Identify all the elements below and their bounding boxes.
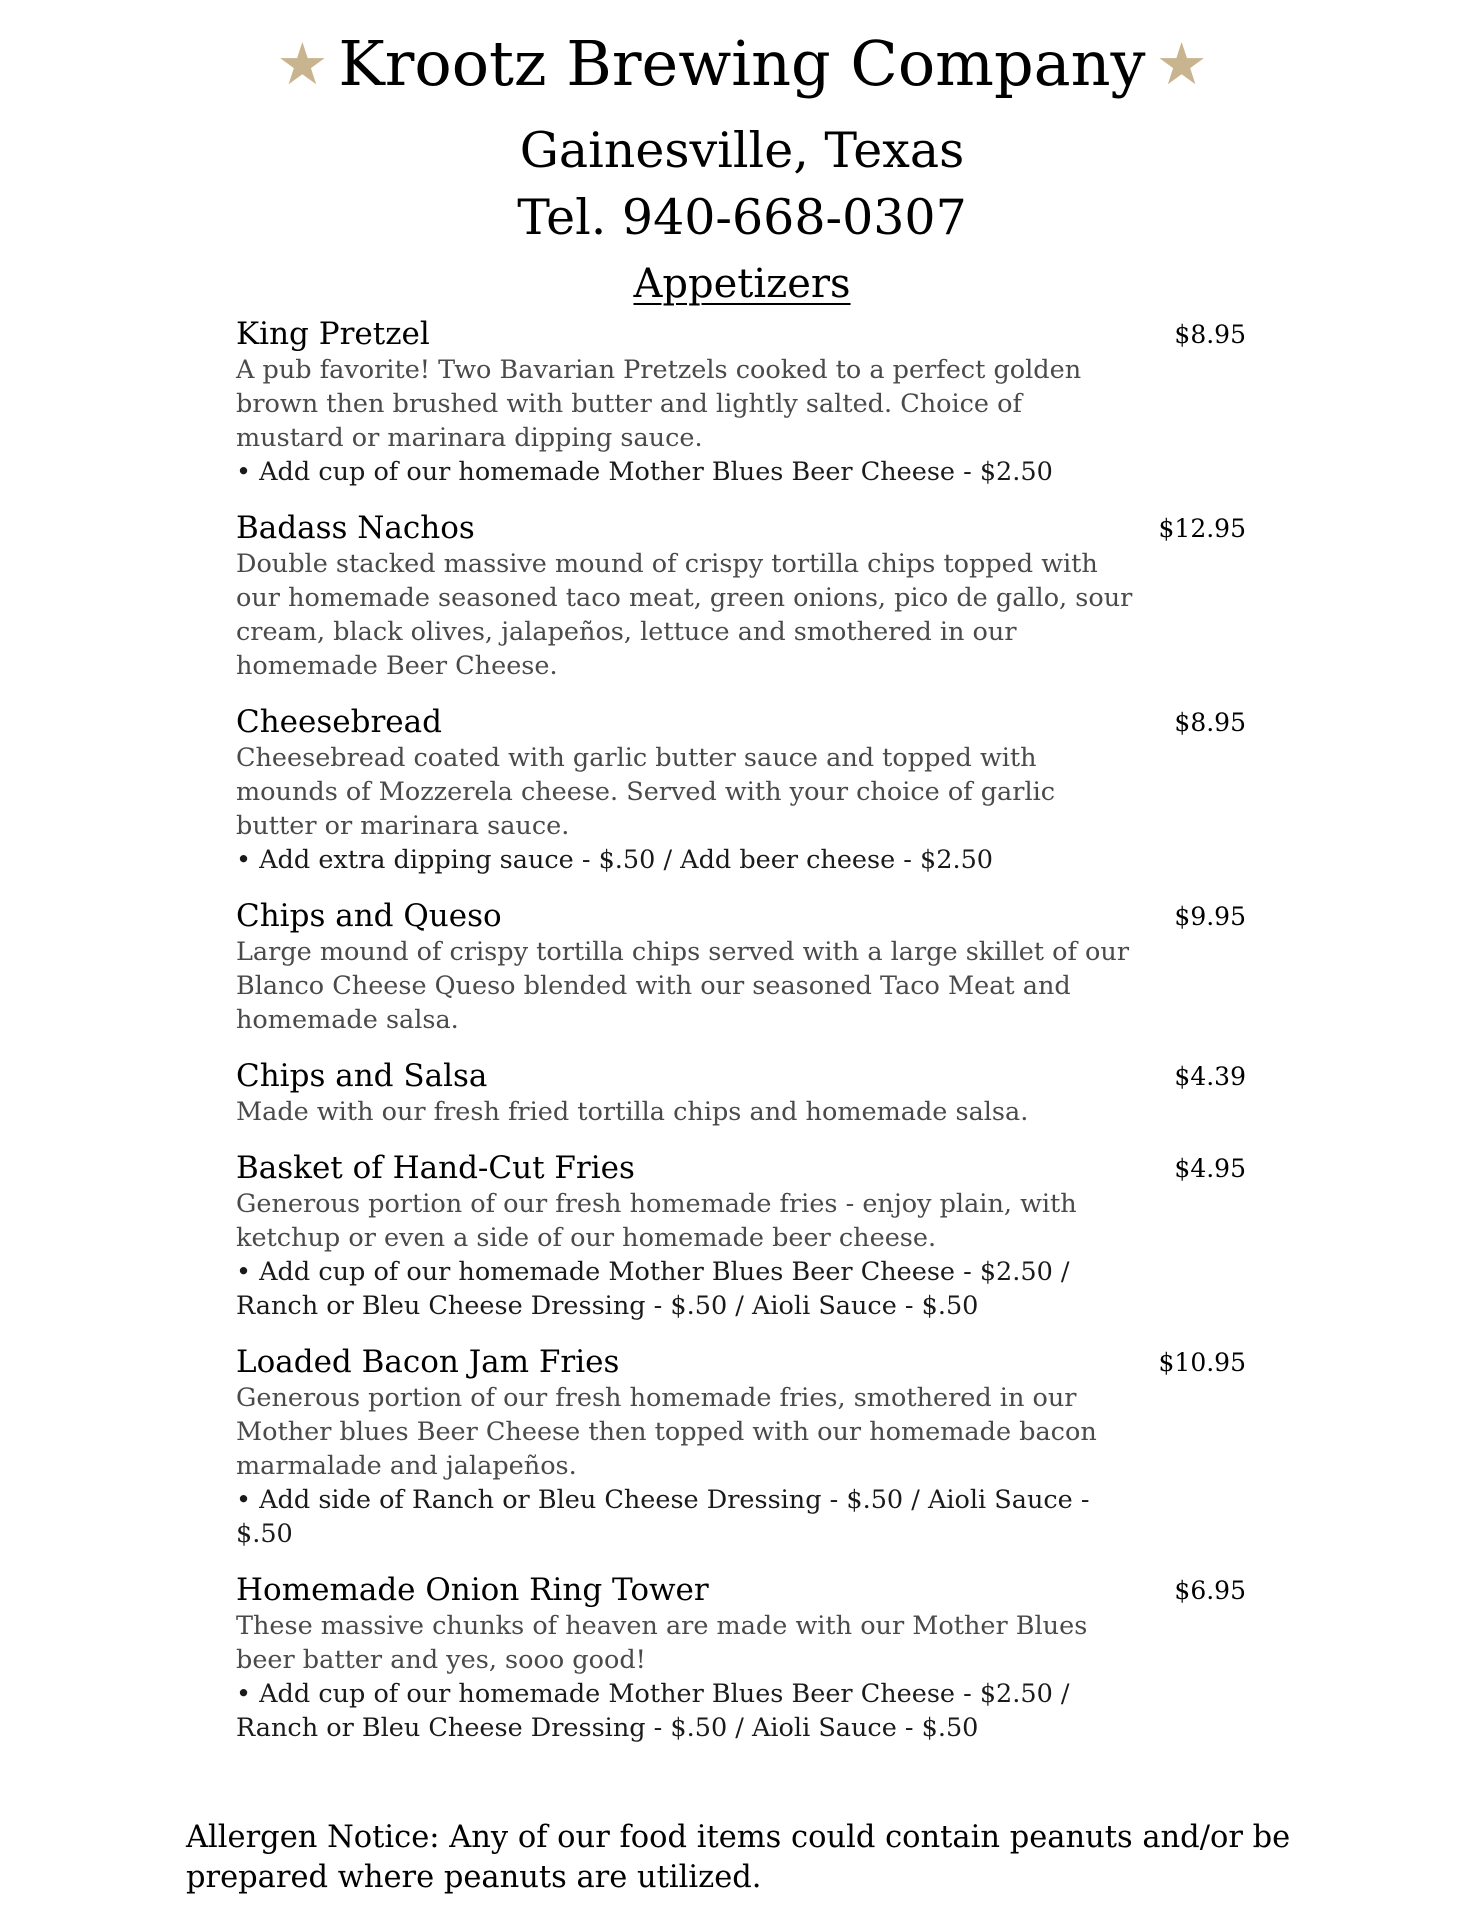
item-name: Badass Nachos xyxy=(236,510,475,546)
item-price: $10.95 xyxy=(1158,1348,1246,1377)
appetizer-list xyxy=(236,315,1246,1745)
item-addon: • Add cup of our homemade Mother Blues Beer Cheese - $2.50 xyxy=(236,457,1053,487)
menu-header xyxy=(0,22,1484,307)
item-description: Generous portion of our fresh homemade fries, smothered in our Mother blues Beer Cheese then topped with our homemade bacon marmalade and jalapeños. xyxy=(236,1383,1097,1481)
item-description: These massive chunks of heaven are made with our Mother Blues beer batter and yes, sooo good! xyxy=(236,1611,1088,1675)
item-name: Chips and Queso xyxy=(236,898,502,934)
item-name: Homemade Onion Ring Tower xyxy=(236,1572,709,1608)
item-addon: • Add cup of our homemade Mother Blues Beer Cheese - $2.50 / Ranch or Bleu Cheese Dressing - $.50 / Aioli Sauce - $.50 xyxy=(236,1679,1070,1743)
item-price: $8.95 xyxy=(1174,708,1246,737)
item-description: Made with our fresh fried tortilla chips and homemade salsa. xyxy=(236,1097,1029,1127)
section-title: Appetizers xyxy=(633,261,851,307)
menu-item xyxy=(236,1571,1246,1745)
star-icon: ★ xyxy=(1155,30,1208,98)
menu-item xyxy=(236,1149,1246,1323)
menu-item xyxy=(236,897,1246,1037)
item-price: $6.95 xyxy=(1174,1576,1246,1605)
item-addon: • Add side of Ranch or Bleu Cheese Dressing - $.50 / Aioli Sauce - $.50 xyxy=(236,1485,1090,1549)
item-description: Large mound of crispy tortilla chips served with a large skillet of our Blanco Cheese Queso blended with our seasoned Taco Meat and homemade salsa. xyxy=(236,937,1130,1035)
item-price: $12.95 xyxy=(1158,514,1246,543)
menu-item xyxy=(236,315,1246,489)
item-description: Double stacked massive mound of crispy tortilla chips topped with our homemade seasoned taco meat, green onions, pico de gallo, sour cream, black olives, jalapeños, lettuce and smothered in our homemade Beer Cheese. xyxy=(236,549,1133,681)
menu-item xyxy=(236,703,1246,877)
item-name: King Pretzel xyxy=(236,316,430,352)
restaurant-name: Krootz Brewing Company xyxy=(338,27,1146,100)
restaurant-location: Gainesville, Texas xyxy=(519,122,965,179)
allergen-notice: Allergen Notice: Any of our food items could contain peanuts and/or be prepared where peanuts are utilized. xyxy=(186,1820,1291,1895)
item-description: Cheesebread coated with garlic butter sauce and topped with mounds of Mozzerela cheese. Served with your choice of garlic butter or marinara sauce. xyxy=(236,743,1056,841)
menu-item xyxy=(236,1343,1246,1551)
item-addon: • Add cup of our homemade Mother Blues Beer Cheese - $2.50 / Ranch or Bleu Cheese Dressing - $.50 / Aioli Sauce - $.50 xyxy=(236,1257,1070,1321)
menu-item xyxy=(236,509,1246,683)
restaurant-phone: Tel. 940-668-0307 xyxy=(517,189,967,246)
item-addon: • Add extra dipping sauce - $.50 / Add beer cheese - $2.50 xyxy=(236,845,994,875)
item-name: Cheesebread xyxy=(236,704,442,740)
item-price: $8.95 xyxy=(1174,320,1246,349)
item-price: $9.95 xyxy=(1174,902,1246,931)
item-description: A pub favorite! Two Bavarian Pretzels cooked to a perfect golden brown then brushed with butter and lightly salted. Choice of mustard or marinara dipping sauce. xyxy=(236,355,1082,453)
item-name: Chips and Salsa xyxy=(236,1058,488,1094)
item-description: Generous portion of our fresh homemade fries - enjoy plain, with ketchup or even a side of our homemade beer cheese. xyxy=(236,1189,1077,1253)
item-name: Loaded Bacon Jam Fries xyxy=(236,1344,620,1380)
menu-item xyxy=(236,1057,1246,1129)
star-icon: ★ xyxy=(276,30,329,98)
title-row xyxy=(0,22,1484,106)
item-price: $4.95 xyxy=(1174,1154,1246,1183)
item-price: $4.39 xyxy=(1174,1062,1246,1091)
item-name: Basket of Hand-Cut Fries xyxy=(236,1150,635,1186)
